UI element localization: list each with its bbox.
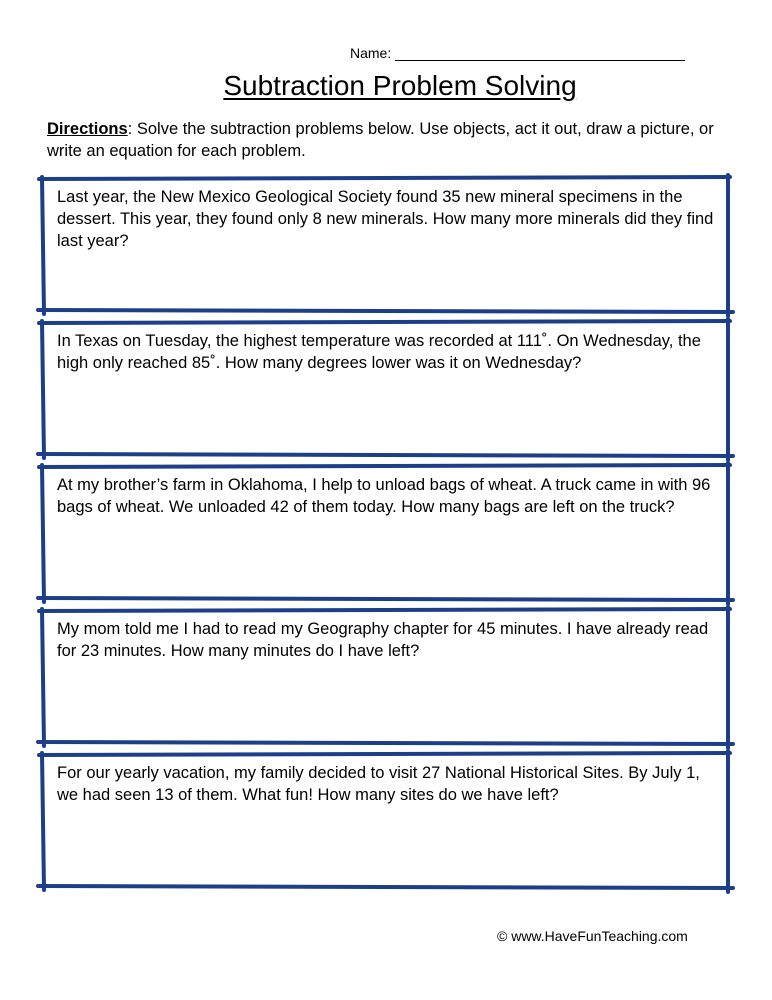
name-label: Name: [350, 45, 392, 61]
problem-text: At my brother’s farm in Oklahoma, I help to unload bags of wheat. A truck came in with 96 bags of wheat. We unloaded 42 of them today. How many bags are left on the truck? [57, 476, 711, 516]
name-field[interactable] [350, 45, 685, 61]
problem-text: My mom told me I had to read my Geography chapter for 45 minutes. I have already read for 23 minutes. How many minutes do I have left? [57, 620, 709, 660]
problem-text: In Texas on Tuesday, the highest temperature was recorded at 111˚. On Wednesday, the high only reached 85˚. How many degrees lower was it on Wednesday? [57, 332, 701, 372]
problem-box-2[interactable] [42, 324, 726, 454]
page-title: Subtraction Problem Solving [223, 70, 577, 101]
directions-label: Directions [47, 120, 128, 138]
name-blank-line[interactable] [395, 46, 685, 61]
problem-text: For our yearly vacation, my family decided to visit 27 National Historical Sites. By July 1, we had seen 13 of them. What fun! How many sites do we have left? [57, 764, 700, 804]
problem-box-1[interactable] [42, 180, 726, 310]
directions [47, 118, 727, 162]
problem-box-3[interactable] [42, 468, 726, 598]
problem-text: Last year, the New Mexico Geological Society found 35 new mineral specimens in the dessert. This year, they found only 8 new minerals. How many more minerals did they find last year? [57, 188, 714, 250]
copyright-footer: © www.HaveFunTeaching.com [497, 928, 688, 944]
directions-text: : Solve the subtraction problems below. Use objects, act it out, draw a picture, or write an equation for each problem. [47, 120, 714, 160]
problem-box-4[interactable] [42, 612, 726, 742]
problem-box-5[interactable] [42, 756, 726, 886]
